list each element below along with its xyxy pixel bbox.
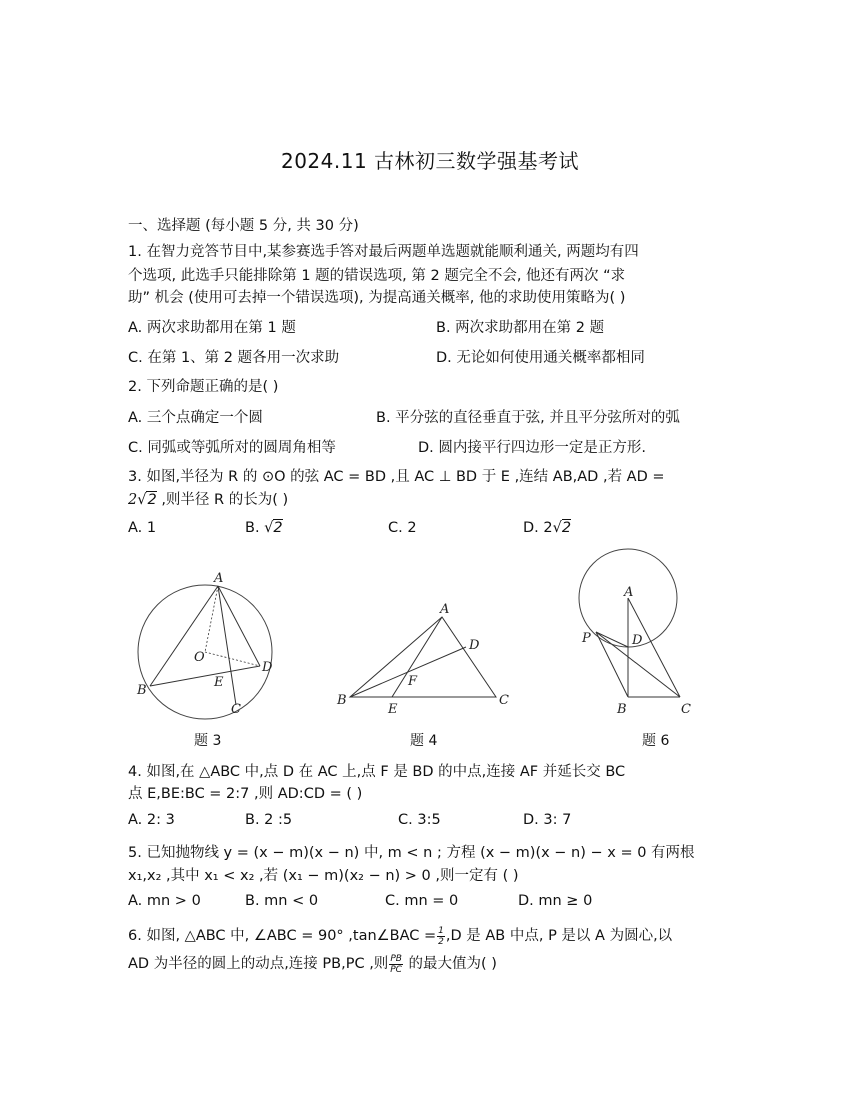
q5-option-b: B. mn < 0	[245, 893, 319, 909]
figure-4-caption: 题 4	[410, 733, 438, 749]
q1-line-2: 个选项, 此选手只能排除第 1 题的错误选项, 第 2 题完全不会, 他还有两次 “求	[128, 268, 626, 284]
segment-ab	[150, 586, 218, 686]
label-e: E	[388, 702, 398, 717]
label-o: O	[194, 650, 205, 665]
q5-option-a: A. mn > 0	[128, 893, 201, 909]
q6-line-1	[128, 924, 672, 947]
q3-line-2-rest: ,则半径 R 的长为( )	[156, 492, 289, 508]
fraction-pb-over-pc: $\frac{PB}{PC}$	[390, 953, 402, 975]
q5-line-2: x₁,x₂ ,其中 x₁ < x₂ ,若 (x₁ − m)(x₂ − n) > 0 ,则一定有 ( )	[128, 868, 519, 884]
q4-line-1: 4. 如图,在 △ABC 中,点 D 在 AC 上,点 F 是 BD 的中点,连接 AF 并延长交 BC	[128, 764, 626, 780]
segment-bd	[150, 666, 260, 686]
q4-option-c: C. 3:5	[398, 812, 441, 828]
figure-6-caption: 题 6	[642, 733, 670, 749]
q6-line-2	[128, 952, 497, 975]
segment-od-dashed	[205, 652, 260, 666]
q2-stem: 2. 下列命题正确的是( )	[128, 379, 279, 395]
label-b: B	[617, 702, 627, 717]
q4-line-2: 点 E,BE:BC = 2:7 ,则 AD:CD = ( )	[128, 786, 363, 802]
label-c: C	[231, 702, 241, 717]
label-d: D	[262, 660, 273, 675]
q5-option-d: D. mn ≥ 0	[518, 893, 593, 909]
q3-option-c: C. 2	[388, 520, 417, 536]
label-d: D	[632, 633, 643, 648]
q2-option-d: D. 圆内接平行四边形一定是正方形.	[418, 440, 646, 456]
q5-option-c: C. mn = 0	[385, 893, 459, 909]
label-a: A	[624, 585, 634, 600]
q3-ad-coef: 2	[128, 492, 138, 508]
label-b: B	[137, 683, 147, 698]
label-e: E	[214, 675, 224, 690]
section-heading: 一、选择题 (每小题 5 分, 共 30 分)	[128, 218, 359, 234]
page-title: 2024.11 古林初三数学强基考试	[280, 149, 580, 173]
triangle-abc	[350, 617, 496, 697]
q6-line-1-end: ,D 是 AB 中点, P 是以 A 为圆心,以	[445, 928, 673, 944]
q1-option-b: B. 两次求助都用在第 2 题	[436, 320, 605, 336]
q3-line-2	[128, 488, 288, 509]
figure-4	[336, 602, 509, 717]
label-a: A	[440, 602, 450, 617]
label-p: P	[582, 631, 591, 646]
label-b: B	[337, 693, 347, 708]
q3-line-1: 3. 如图,半径为 R 的 ⊙O 的弦 AC = BD ,且 AC ⊥ BD 于 E ,连结 AB,AD ,若 AD =	[128, 469, 665, 485]
q1-line-1: 1. 在智力竞答节目中,某参赛选手答对最后两题单选题就能顺利通关, 两题均有四	[128, 244, 639, 260]
figures-area	[0, 540, 860, 755]
sqrt-symbol: √2	[137, 492, 157, 508]
q1-option-c: C. 在第 1、第 2 题各用一次求助	[128, 350, 340, 366]
label-f: F	[408, 674, 418, 689]
q6-line-1-start: 6. 如图, △ABC 中, ∠ABC = 90° ,tan∠BAC =	[128, 928, 437, 944]
q4-option-d: D. 3: 7	[523, 812, 572, 828]
q3-option-b: B. √2	[245, 520, 283, 536]
q2-option-c: C. 同弧或等弧所对的圆周角相等	[128, 440, 336, 456]
q4-option-b: B. 2 :5	[245, 812, 293, 828]
segment-pb	[596, 632, 628, 697]
q6-line-2-end: 的最大值为( )	[403, 956, 497, 972]
q2-option-a: A. 三个点确定一个圆	[128, 410, 263, 426]
label-a: A	[214, 571, 224, 586]
label-c: C	[681, 702, 691, 717]
figure-3-caption: 题 3	[194, 733, 222, 749]
label-d: D	[469, 638, 480, 653]
q6-line-2-start: AD 为半径的圆上的动点,连接 PB,PC ,则	[128, 956, 389, 972]
q3-option-a: A. 1	[128, 520, 157, 536]
label-c: C	[499, 693, 509, 708]
figure-6	[579, 549, 691, 717]
figure-3	[136, 571, 273, 719]
q2-option-b: B. 平分弦的直径垂直于弦, 并且平分弦所对的弧	[376, 410, 680, 426]
q3-option-d: D. 2√2	[523, 520, 572, 536]
q1-option-d: D. 无论如何使用通关概率都相同	[436, 350, 645, 366]
fraction-one-half: $\frac{1}{2}$	[438, 925, 444, 947]
q4-option-a: A. 2: 3	[128, 812, 175, 828]
q1-line-3: 助” 机会 (使用可去掉一个错误选项), 为提高通关概率, 他的求助使用策略为( )	[128, 290, 626, 306]
q5-line-1: 5. 已知抛物线 y = (x − m)(x − n) 中, m < n ; 方程 (x − m)(x − n) − x = 0 有两根	[128, 845, 695, 861]
q1-option-a: A. 两次求助都用在第 1 题	[128, 320, 296, 336]
